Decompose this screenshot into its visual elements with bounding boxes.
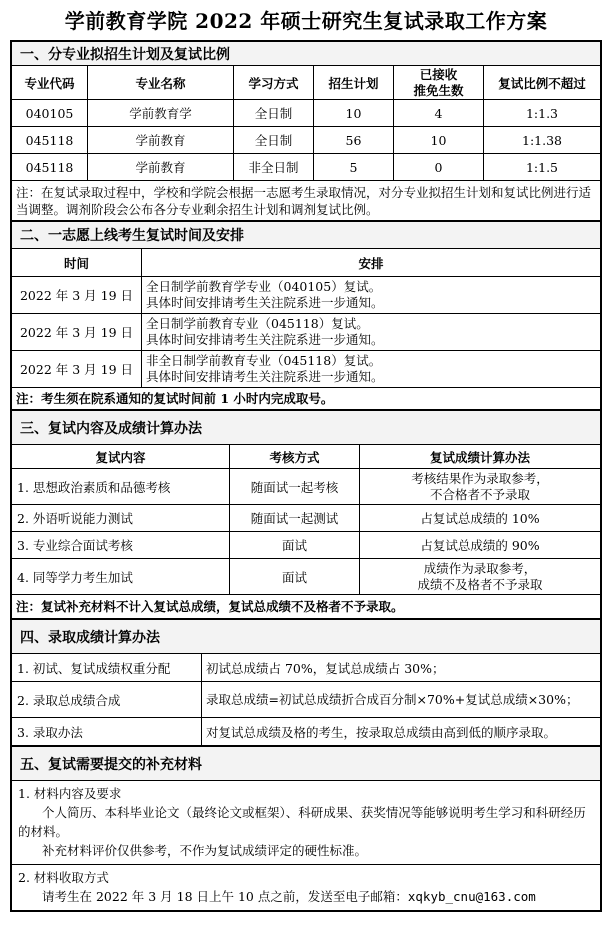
- cell-arrangement: [142, 277, 601, 314]
- materials-submission-row: [12, 865, 601, 911]
- cell-method: 随面试一起测试: [230, 505, 360, 532]
- cell-major: 学前教育: [88, 127, 234, 154]
- cell-value: 录取总成绩=初试总成绩折合成百分制×70%+复试总成绩×30%；: [202, 682, 601, 718]
- cell-label: 1. 初试、复试成绩权重分配: [12, 654, 202, 682]
- col-header-plan: 招生计划: [314, 66, 394, 100]
- calc-line: 不合格者不予录取: [429, 486, 530, 502]
- section-3-table: [11, 410, 601, 619]
- section-1-heading: 一、分专业拟招生计划及复试比例: [12, 42, 601, 66]
- col-header-content: 复试内容: [12, 445, 230, 469]
- cell-content: 4. 同等学力考生加试: [12, 559, 230, 595]
- arrangement-line: 具体时间安排请考生关注院系进一步通知。: [146, 332, 384, 347]
- cell-content: 2. 外语听说能力测试: [12, 505, 230, 532]
- section-2-heading: 二、一志愿上线考生复试时间及安排: [12, 222, 601, 249]
- cell-exempt: 4: [394, 100, 484, 127]
- plan-frame: [10, 40, 602, 912]
- col-header-method: 考核方式: [230, 445, 360, 469]
- arrangement-line: 具体时间安排请考生关注院系进一步通知。: [146, 369, 384, 384]
- cell-content: 1. 思想政治素质和品德考核: [12, 469, 230, 505]
- section-5-table: [11, 746, 601, 911]
- col-header-time: 时间: [12, 249, 142, 277]
- cell-exempt: 10: [394, 127, 484, 154]
- cell-calc: [360, 559, 601, 595]
- section-3-note: 注：复试补充材料不计入复试总成绩，复试总成绩不及格者不予录取。: [12, 595, 601, 619]
- submission-text: 请考生在 2022 年 3 月 18 日上午 10 点之前，发送至电子邮箱：: [42, 889, 408, 904]
- email-address: xqkyb_cnu@163.com: [407, 889, 536, 904]
- col-header-major: 专业名称: [88, 66, 234, 100]
- col-header-arrangement: 安排: [142, 249, 601, 277]
- cell-plan: 10: [314, 100, 394, 127]
- calc-line: 考核结果作为录取参考，: [411, 470, 549, 486]
- materials-disclaimer: 补充材料评价仅供参考，不作为复试成绩评定的硬性标准。: [42, 843, 368, 858]
- cell-ratio: 1:1.38: [484, 127, 601, 154]
- cell-exempt: 0: [394, 154, 484, 181]
- table-row: [12, 314, 601, 351]
- table-row: [12, 154, 601, 181]
- section-4-heading: 四、录取成绩计算办法: [12, 620, 601, 654]
- cell-label: 3. 录取办法: [12, 718, 202, 746]
- cell-plan: 56: [314, 127, 394, 154]
- table-row: [12, 559, 601, 595]
- table-row: [12, 505, 601, 532]
- table-row: [12, 351, 601, 388]
- document-title: 学前教育学院 2022 年硕士研究生复试录取工作方案: [64, 9, 548, 33]
- cell-value: 对复试总成绩及格的考生，按录取总成绩由高到低的顺序录取。: [202, 718, 601, 746]
- table-row: [12, 654, 601, 682]
- cell-calc: 占复试总成绩的 10%: [360, 505, 601, 532]
- cell-method: 面试: [230, 559, 360, 595]
- cell-code: 045118: [12, 154, 88, 181]
- materials-content-row: [12, 781, 601, 865]
- cell-major: 学前教育: [88, 154, 234, 181]
- cell-mode: 全日制: [234, 127, 314, 154]
- section-2-table: [11, 221, 601, 410]
- cell-method: 随面试一起考核: [230, 469, 360, 505]
- table-row: [12, 532, 601, 559]
- table-row: [12, 718, 601, 746]
- cell-method: 面试: [230, 532, 360, 559]
- section-3-header-row: [12, 445, 601, 469]
- cell-plan: 5: [314, 154, 394, 181]
- col-header-mode: 学习方式: [234, 66, 314, 100]
- section-3-heading: 三、复试内容及成绩计算办法: [12, 411, 601, 445]
- cell-mode: 非全日制: [234, 154, 314, 181]
- cell-code: 040105: [12, 100, 88, 127]
- table-row: [12, 127, 601, 154]
- cell-ratio: 1:1.5: [484, 154, 601, 181]
- arrangement-line: 非全日制学前教育专业（045118）复试。: [146, 353, 382, 368]
- col-header-ratio: 复试比例不超过: [484, 66, 601, 100]
- section-4-table: [11, 619, 601, 746]
- cell-time: 2022 年 3 月 19 日: [12, 351, 142, 388]
- col-header-exempt: 已接收 推免生数: [394, 66, 484, 100]
- table-row: [12, 469, 601, 505]
- cell-ratio: 1:1.3: [484, 100, 601, 127]
- arrangement-line: 全日制学前教育专业（045118）复试。: [146, 316, 369, 331]
- section-1-note: 注：在复试录取过程中，学校和学院会根据一志愿考生录取情况，对分专业拟招生计划和复试比例进行适当调整。调剂阶段会公布各分专业剩余招生计划和调剂复试比例。: [12, 181, 601, 221]
- col-header-calc: 复试成绩计算办法: [360, 445, 601, 469]
- materials-item-title: 1. 材料内容及要求: [18, 786, 122, 801]
- cell-arrangement: [142, 351, 601, 388]
- cell-calc: 占复试总成绩的 90%: [360, 532, 601, 559]
- calc-line: 成绩作为录取参考，: [423, 560, 537, 576]
- cell-time: 2022 年 3 月 19 日: [12, 277, 142, 314]
- calc-line: 成绩不及格者不予录取: [417, 576, 543, 592]
- submission-instruction: [18, 887, 595, 906]
- arrangement-line: 全日制学前教育学专业（040105）复试。: [146, 279, 382, 294]
- section-2-note: 注：考生须在院系通知的复试时间前 1 小时内完成取号。: [12, 388, 601, 410]
- cell-content: 3. 专业综合面试考核: [12, 532, 230, 559]
- cell-code: 045118: [12, 127, 88, 154]
- cell-arrangement: [142, 314, 601, 351]
- cell-value: 初试总成绩占 70%，复试总成绩占 30%；: [202, 654, 601, 682]
- cell-calc: [360, 469, 601, 505]
- arrangement-line: 具体时间安排请考生关注院系进一步通知。: [146, 295, 384, 310]
- section-2-header-row: [12, 249, 601, 277]
- table-row: [12, 277, 601, 314]
- materials-description: 个人简历、本科毕业论文（最终论文或框架）、科研成果、获奖情况等能够说明考生学习和科研经历的材料。: [18, 805, 586, 839]
- submission-item-title: 2. 材料收取方式: [18, 870, 109, 885]
- section-1-table: [11, 41, 601, 221]
- cell-mode: 全日制: [234, 100, 314, 127]
- cell-major: 学前教育学: [88, 100, 234, 127]
- cell-label: 2. 录取总成绩合成: [12, 682, 202, 718]
- section-1-header-row: [12, 66, 601, 100]
- table-row: [12, 682, 601, 718]
- cell-time: 2022 年 3 月 19 日: [12, 314, 142, 351]
- section-5-heading: 五、复试需要提交的补充材料: [12, 747, 601, 781]
- table-row: [12, 100, 601, 127]
- col-header-code: 专业代码: [12, 66, 88, 100]
